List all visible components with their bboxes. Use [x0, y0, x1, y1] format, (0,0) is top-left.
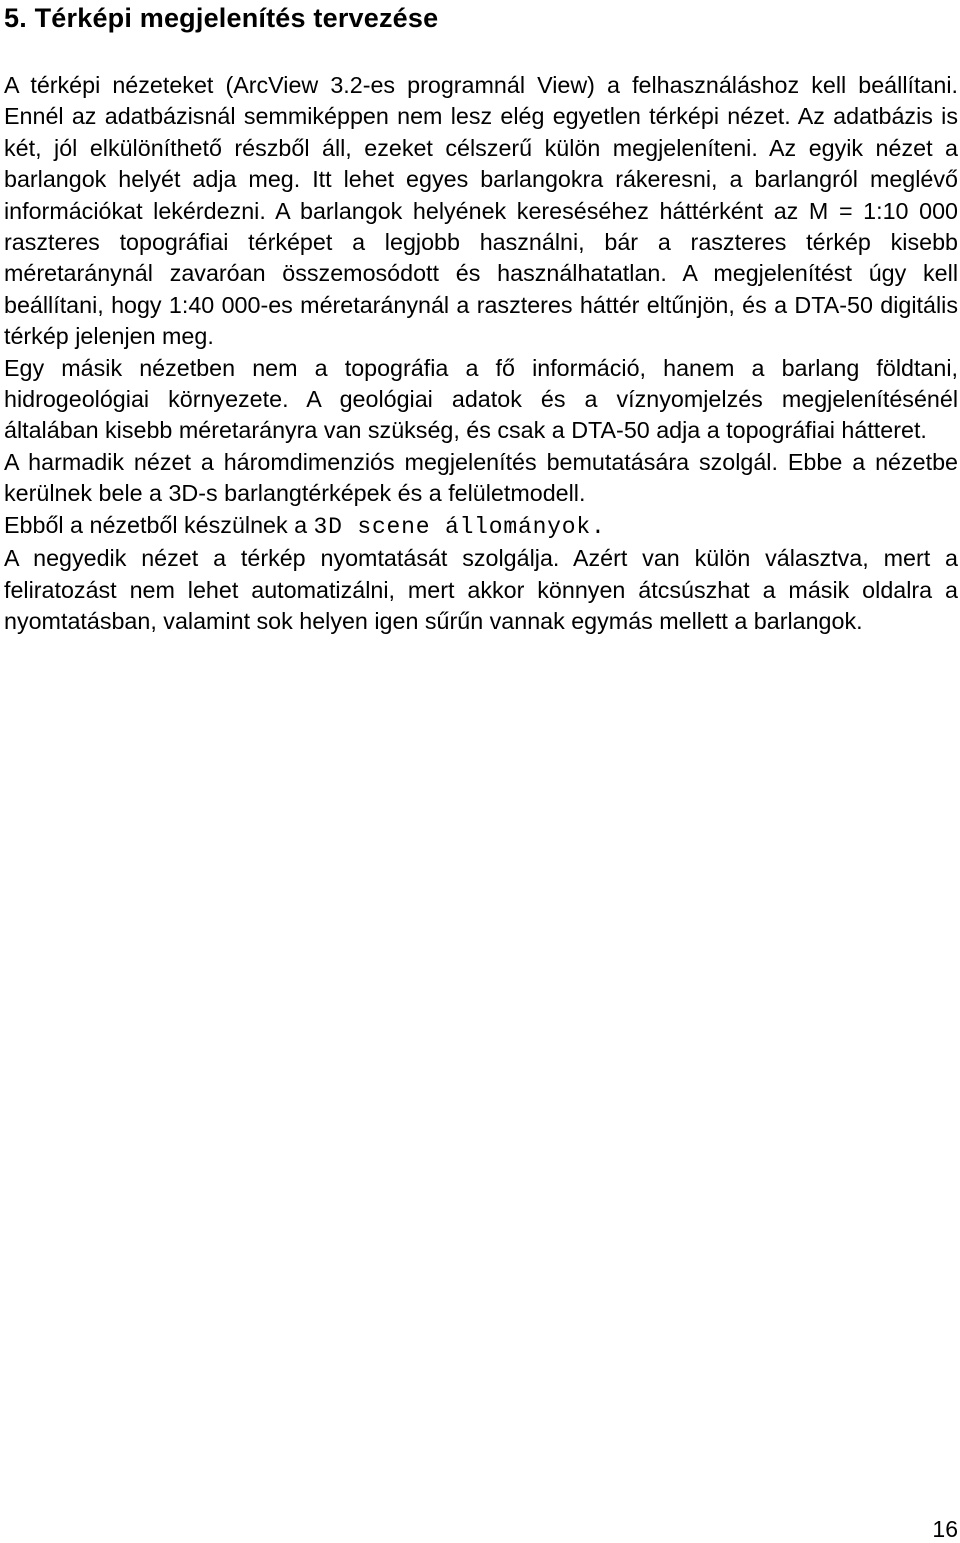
code-3d-scene: 3D scene állományok. [313, 513, 606, 540]
paragraph-3d-scene-text: Ebből a nézetből készülnek a [4, 511, 314, 538]
paragraph-print-view: A negyedik nézet a térkép nyomtatását szolgálja. Azért van külön választva, mert a feliratozást nem lehet automatizálni, mert akkor könnyen átcsúszhat a másik oldalra a nyomtatásban, valamint sok helyen igen sűrűn vannak egymás mellett a barlangok. [4, 545, 958, 634]
document-page [4, 0, 958, 637]
section-heading: 5. Térképi megjelenítés tervezése [4, 3, 439, 33]
paragraph-views-intro: A térképi nézeteket (ArcView 3.2-es programnál View) a felhasználáshoz kell beállítani. Ennél az adatbázisnál semmiképpen nem lesz elég egyetlen térképi nézet. Az adatbázis is két, jól elkülöníthető részből áll, ezeket célszerű külön megjeleníteni. Az egyik nézet a barlangok helyét adja meg. Itt lehet egyes barlangokra rákeresni, a barlangról meglévő információkat lekérdezni. A barlangok helyének kereséséhez háttérként az M = 1:10 000 raszteres topográfiai térképet a legjobb használni, bár a raszteres térkép kisebb méretaránynál zavaróan összemosódott és használhatatlan. A megjelenítést úgy kell beállítani, hogy 1:40 000-es méretaránynál a raszteres háttér eltűnjön, és a DTA-50 digitális térkép jelenjen meg. [4, 72, 958, 350]
paragraph-3d-view: A harmadik nézet a háromdimenziós megjelenítés bemutatására szolgál. Ebbe a nézetbe kerülnek bele a 3D-s barlangtérképek és a felületmodell. [4, 448, 958, 507]
body-text [4, 70, 958, 637]
paragraph-geology-view: Egy másik nézetben nem a topográfia a fő információ, hanem a barlang földtani, hidrogeológiai környezete. A geológiai adatok és a víznyomjelzés megjelenítésénél általában kisebb méretarányra van szükség, és csak a DTA-50 adja a topográfiai hátteret. [4, 354, 958, 444]
page-number: 16 [932, 1516, 958, 1542]
paragraph-3d-scene [4, 510, 958, 543]
